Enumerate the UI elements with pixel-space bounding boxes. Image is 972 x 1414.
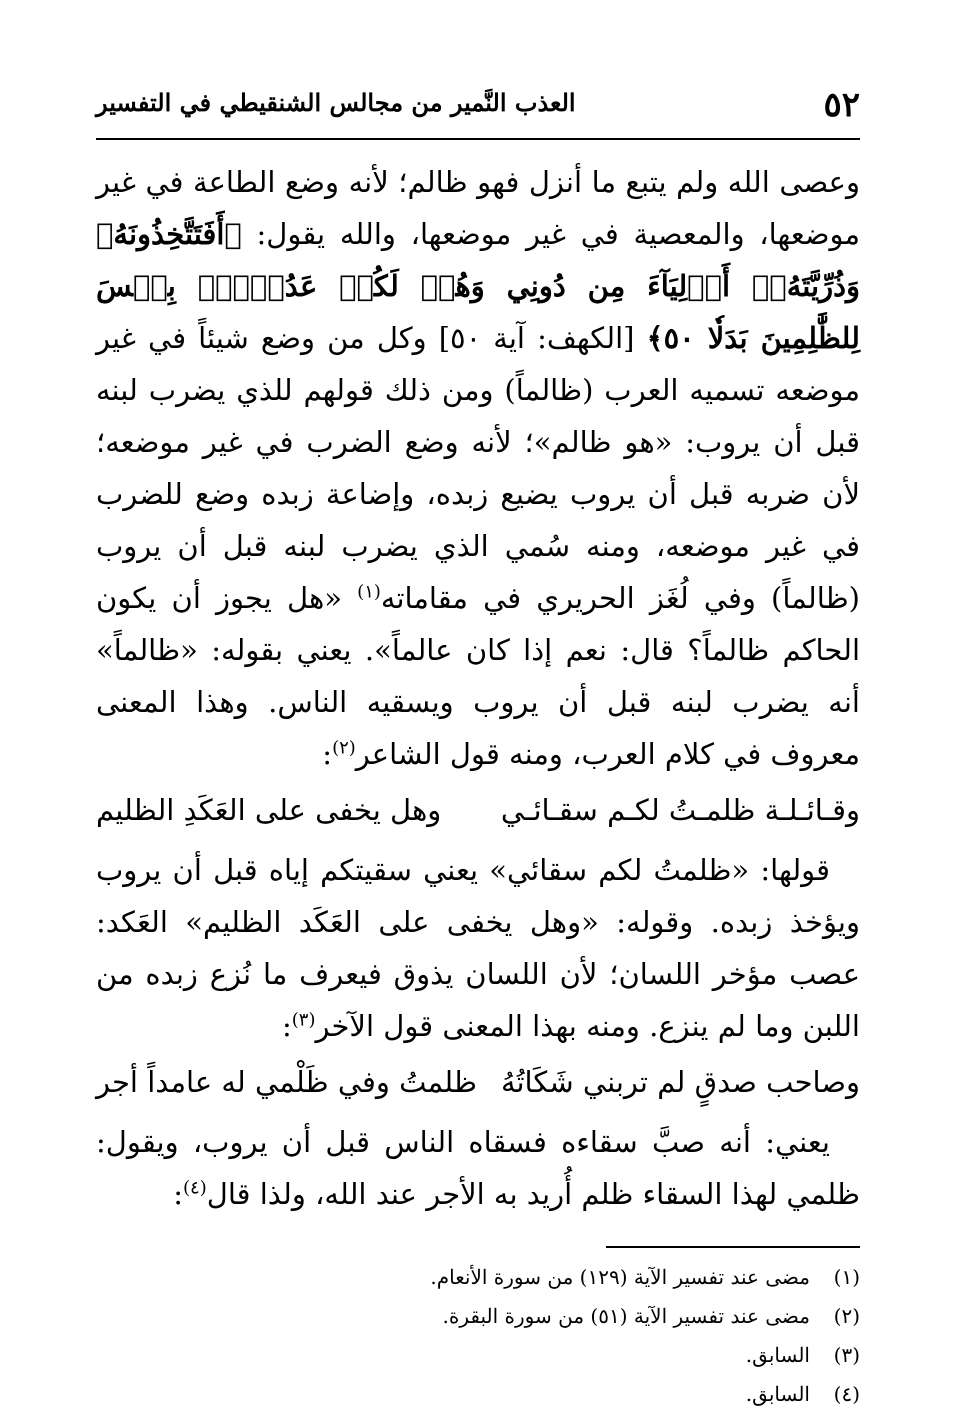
footnote-2-number: (٢): [833, 1304, 860, 1328]
paragraph-1-text-1: وعصى الله ولم يتبع ما أنزل فهو ظالم؛ لأنه وضع الطاعة في غير موضعها، والمعصية في غير موضعها، والله يقول:: [96, 165, 860, 251]
footnote-3-text: السابق.: [745, 1343, 810, 1367]
poem-1-second-hemistich: وهل يخفى على العَكَدِ الظليم: [96, 793, 442, 827]
footnote-ref-4[interactable]: (٤): [183, 1177, 207, 1199]
footnote-4-number: (٤): [833, 1382, 860, 1406]
paragraph-2-text-2: :: [281, 1009, 292, 1043]
footnotes: [96, 1258, 860, 1414]
paragraph-1-text-3: «هل يجوز أن يكون الحاكم ظالماً؟ قال: نعم إذا كان عالماً». يعني بقوله: «ظالماً» أنه يضرب لبنه قبل أن يروب ويسقيه الناس. وهذا المعنى معروف في كلام العرب، ومنه قول الشاعر: [96, 581, 860, 771]
page-number: ٥٢: [823, 85, 860, 125]
paragraph-3-text-2: :: [173, 1177, 184, 1211]
footnote-3-number: (٣): [833, 1343, 860, 1367]
paragraph-2-text-1: قولها: «ظلمتُ لكم سقائي» يعني سقيتكم إياه قبل أن يروب ويؤخذ زبده. وقوله: «وهل يخفى على العَكَد الظليم» العَكد: عصب مؤخر اللسان؛ لأن اللسان يذوق فيعرف ما نُزع زبده من اللبن وما لم ينزع. ومنه بهذا المعنى قول الآخر: [96, 853, 860, 1043]
poem-2-first-hemistich: وصاحب صدقٍ لم تربني شَكَاتُهُ: [500, 1065, 860, 1099]
footnote-ref-1[interactable]: (١): [357, 581, 381, 603]
footnote-ref-3[interactable]: (٣): [291, 1009, 316, 1031]
footnote-divider: [606, 1246, 860, 1248]
paragraph-3-text-1: يعني: أنه صبَّ سقاءه فسقاه الناس قبل أن يروب، ويقول: ظلمي لهذا السقاء ظلم أُريد به الأجر عند الله، ولذا قال: [96, 1125, 860, 1211]
main-content: [96, 156, 860, 1220]
paragraph-1: [96, 156, 860, 780]
running-title: العذب النَّمير من مجالس الشنقيطي في التفسير: [96, 88, 576, 117]
footnote-ref-2[interactable]: (٢): [332, 737, 356, 759]
paragraph-1-text-4: :: [322, 737, 333, 771]
footnote-1: [96, 1258, 860, 1297]
quran-verse: ﴿أَفَتَتَّخِذُونَهُۥ وَذُرِّيَّتَهُۥٓ أَوۡلِيَآءَ مِن دُونِي وَهُمۡ لَكُمۡ عَدُوُّۢۚ بِئۡسَ لِلظَّٰلِمِينَ بَدَلٗا ٥٠﴾: [96, 217, 860, 355]
paragraph-2: [96, 844, 860, 1052]
footnote-4-text: السابق.: [745, 1382, 810, 1406]
footnote-1-number: (١): [833, 1265, 860, 1289]
poem-1-first-hemistich: وقـائـلـة ظلمـتُ لكـم سقـائـي: [500, 793, 860, 827]
book-page: [96, 84, 860, 1406]
footnote-3: [96, 1336, 860, 1375]
poem-verse-2: [96, 1056, 860, 1108]
paragraph-1-text-2: [الكهف: آية ٥٠] وكل من وضع شيئاً في غير موضعه تسميه العرب (ظالماً) ومن ذلك قولهم للذي يضرب لبنه قبل أن يروب: «هو ظالم»؛ لأنه وضع الضرب في غير موضعه؛ لأن ضربه قبل أن يروب يضيع زبده، وإضاعة زبده وضع للضرب في غير موضعه، ومنه سُمي الذي يضرب لبنه قبل أن يروب (ظالماً) وفي لُغَز الحريري في مقاماته: [96, 321, 860, 615]
footnote-2-text: مضى عند تفسير الآية (٥١) من سورة البقرة.: [442, 1304, 810, 1328]
footnote-2: [96, 1297, 860, 1336]
paragraph-3: [96, 1116, 860, 1220]
poem-verse-1: [96, 784, 860, 836]
footnote-1-text: مضى عند تفسير الآية (١٢٩) من سورة الأنعام.: [430, 1265, 810, 1289]
footnote-4: [96, 1375, 860, 1414]
poem-2-second-hemistich: ظلمتُ وفي ظَلْمي له عامداً أجر: [96, 1065, 477, 1099]
page-header: [96, 84, 860, 140]
